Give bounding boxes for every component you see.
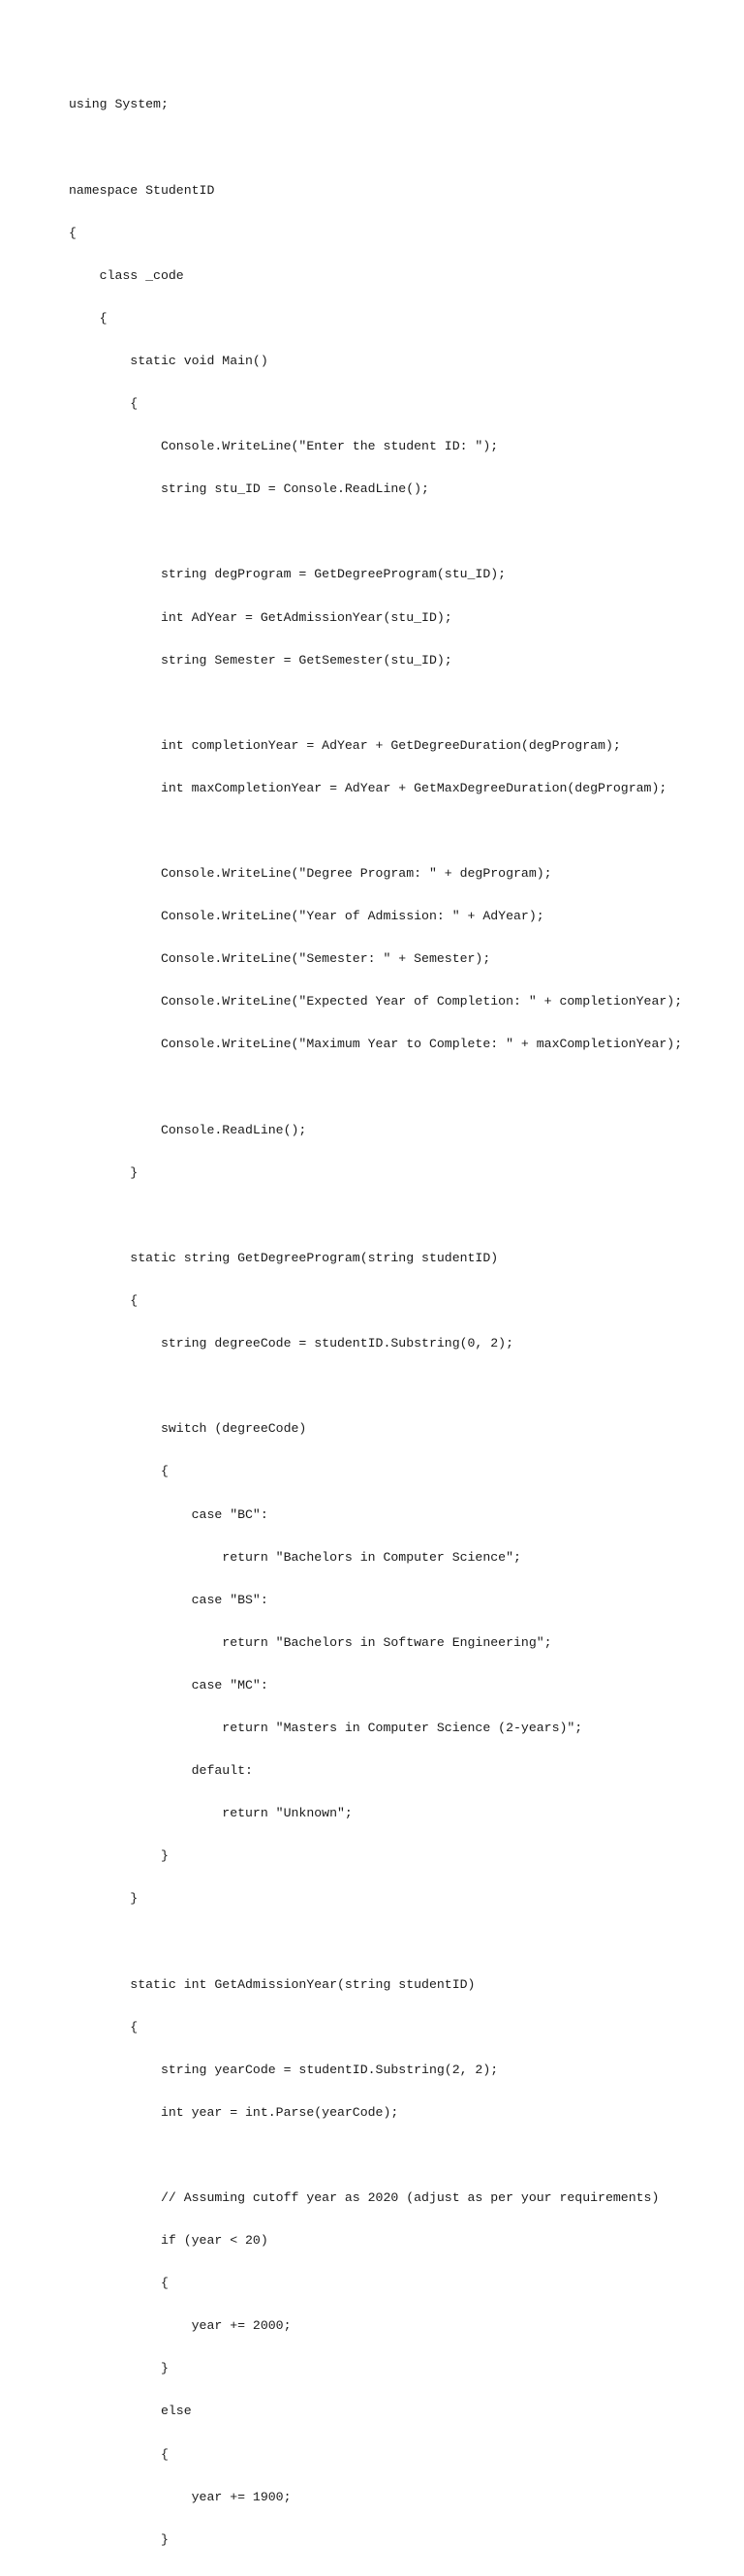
code-line: static string GetDegreeProgram(string studentID) [69,1250,499,1265]
code-line: int year = int.Parse(yearCode); [69,2104,399,2120]
code-line: year += 1900; [69,2489,292,2504]
code-line: { [69,2019,139,2034]
code-line: } [69,2531,169,2547]
code-line: string degProgram = GetDegreeProgram(stu_ID); [69,567,507,582]
code-line [69,1380,682,1394]
code-line: default: [69,1763,253,1779]
code-line: string Semester = GetSemester(stu_ID); [69,652,452,667]
code-line: { [69,310,108,326]
code-line: } [69,1164,139,1180]
code-line: string stu_ID = Console.ReadLine(); [69,481,429,497]
code-line: case "MC": [69,1677,268,1692]
code-line: return "Bachelors in Software Engineering"; [69,1634,552,1650]
code-line: } [69,1848,169,1864]
code-line: return "Bachelors in Computer Science"; [69,1549,521,1565]
code-line: switch (degreeCode) [69,1421,307,1437]
code-line: { [69,1293,139,1309]
code-line [69,1081,682,1096]
code-line: Console.WriteLine("Enter the student ID: "); [69,439,499,454]
code-line: Console.ReadLine(); [69,1122,307,1137]
code-line [69,1935,682,1949]
code-line: Console.WriteLine("Semester: " + Semester); [69,951,491,967]
code-line: } [69,2361,169,2376]
code-line: Console.WriteLine("Maximum Year to Complete: " + maxCompletionYear); [69,1037,683,1052]
code-line: { [69,2276,169,2291]
code-line: namespace StudentID [69,182,215,198]
code-line [69,1209,682,1224]
code-line: int maxCompletionYear = AdYear + GetMaxDegreeDuration(degProgram); [69,780,667,795]
code-line [69,525,682,540]
code-line: static int GetAdmissionYear(string studentID) [69,1976,476,1992]
code-line: { [69,396,139,412]
code-line: if (year < 20) [69,2233,268,2249]
code-line: class _code [69,267,184,283]
code-line: else [69,2404,192,2419]
code-line: int completionYear = AdYear + GetDegreeDuration(degProgram); [69,737,621,753]
code-line: Console.WriteLine("Year of Admission: " + AdYear); [69,909,544,924]
code-line: { [69,225,77,240]
code-line: } [69,1891,139,1907]
code-line: year += 2000; [69,2318,292,2334]
code-line: static void Main() [69,353,268,368]
code-line: using System; [69,97,169,112]
code-line: // Assuming cutoff year as 2020 (adjust as per your requirements) [69,2190,660,2205]
code-line: string degreeCode = studentID.Substring(0, 2); [69,1336,513,1351]
code-line [69,2149,682,2163]
code-line: int AdYear = GetAdmissionYear(stu_ID); [69,609,452,625]
code-line: string yearCode = studentID.Substring(2, 2); [69,2062,499,2077]
code-line: { [69,1464,169,1479]
code-line: Console.WriteLine("Expected Year of Completion: " + completionYear); [69,994,683,1009]
code-line: case "BS": [69,1592,268,1607]
code-line: Console.WriteLine("Degree Program: " + degProgram); [69,866,552,882]
code-line [69,824,682,839]
code-line [69,141,682,156]
code-line: return "Masters in Computer Science (2-years)"; [69,1720,583,1735]
code-line: case "BC": [69,1506,268,1522]
code-block [69,70,682,2576]
code-line: { [69,2446,169,2462]
code-line [69,697,682,711]
code-line: return "Unknown"; [69,1806,353,1821]
